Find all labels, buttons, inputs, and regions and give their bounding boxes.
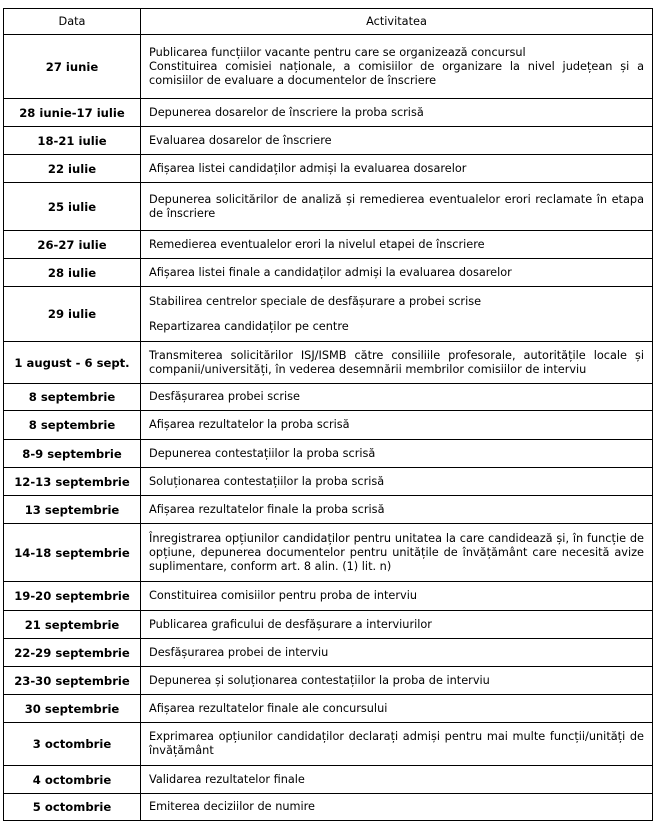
date-cell: 3 octombrie	[4, 723, 141, 766]
schedule-table	[3, 8, 653, 821]
date-cell: 25 iulie	[4, 183, 141, 231]
activity-text: Emiterea deciziilor de numire	[149, 800, 316, 813]
activity-cell	[141, 127, 653, 155]
table-row	[4, 582, 653, 611]
date-cell: 28 iunie-17 iulie	[4, 99, 141, 127]
date-cell: 1 august - 6 sept.	[4, 342, 141, 384]
date-cell: 22 iulie	[4, 155, 141, 183]
date-cell: 13 septembrie	[4, 496, 141, 524]
activity-column-header: Activitatea	[141, 9, 653, 35]
activity-text: Soluționarea contestațiilor la proba scrisă	[149, 474, 385, 488]
activity-cell	[141, 35, 653, 99]
date-cell: 8 septembrie	[4, 384, 141, 411]
activity-cell	[141, 794, 653, 821]
activity-cell	[141, 155, 653, 183]
date-cell: 28 iulie	[4, 259, 141, 287]
table-row	[4, 35, 653, 99]
activity-cell	[141, 639, 653, 667]
activity-text: Desfășurarea probei scrise	[149, 390, 300, 403]
activity-text: Constituirea comisiei naționale, a comisiilor de organizare la nivel județean și a comisiilor de evaluare a documentelor de înscriere	[149, 59, 644, 87]
activity-cell	[141, 611, 653, 639]
activity-cell	[141, 695, 653, 723]
activity-text: Transmiterea solicitărilor ISJ/ISMB către consiliile profesorale, autoritățile locale și companii/universități, în vederea desemnării membrilor comisiilor de interviu	[149, 348, 644, 376]
activity-cell	[141, 524, 653, 582]
activity-text: Publicarea funcțiilor vacante pentru care se organizează concursul	[149, 45, 526, 59]
activity-cell	[141, 384, 653, 411]
date-cell: 21 septembrie	[4, 611, 141, 639]
activity-cell	[141, 468, 653, 496]
table-row	[4, 127, 653, 155]
activity-text: Stabilirea centrelor speciale de desfășurare a probei scrise	[149, 294, 482, 308]
date-cell: 14-18 septembrie	[4, 524, 141, 582]
table-row	[4, 639, 653, 667]
table-row	[4, 794, 653, 821]
activity-text: Afișarea listei finale a candidaților admiși la evaluarea dosarelor	[149, 265, 512, 279]
activity-cell	[141, 183, 653, 231]
activity-text: Depunerea contestațiilor la proba scrisă	[149, 446, 376, 460]
activity-text: Exprimarea opțiunilor candidaților declarați admiși pentru mai multe funcții/unități de învățământ	[149, 730, 644, 757]
table-row	[4, 411, 653, 440]
activity-cell	[141, 259, 653, 287]
table-row	[4, 384, 653, 411]
activity-text: Constituirea comisiilor pentru proba de interviu	[149, 589, 418, 602]
table-row	[4, 342, 653, 384]
activity-text: Evaluarea dosarelor de înscriere	[149, 133, 332, 147]
date-cell: 23-30 septembrie	[4, 667, 141, 695]
activity-text: Depunerea solicitărilor de analiză și remedierea eventualelor erori reclamate în etapa de înscriere	[149, 192, 644, 220]
date-cell: 26-27 iulie	[4, 231, 141, 259]
activity-text: Publicarea graficului de desfășurare a interviurilor	[149, 617, 432, 631]
table-row	[4, 667, 653, 695]
activity-text: Afișarea listei candidaților admiși la evaluarea dosarelor	[149, 161, 467, 175]
date-cell: 29 iulie	[4, 287, 141, 342]
table-row	[4, 695, 653, 723]
activity-text: Afișarea rezultatelor finale ale concursului	[149, 701, 388, 715]
activity-text: Afișarea rezultatelor la proba scrisă	[149, 418, 350, 431]
date-cell: 30 septembrie	[4, 695, 141, 723]
activity-cell	[141, 99, 653, 127]
table-row	[4, 99, 653, 127]
table-row	[4, 496, 653, 524]
activity-text: Desfășurarea probei de interviu	[149, 645, 329, 659]
activity-text: Remedierea eventualelor erori la nivelul etapei de înscriere	[149, 237, 485, 251]
date-cell: 4 octombrie	[4, 766, 141, 794]
date-cell: 18-21 iulie	[4, 127, 141, 155]
table-row	[4, 723, 653, 766]
table-row	[4, 611, 653, 639]
date-cell: 5 octombrie	[4, 794, 141, 821]
activity-cell	[141, 766, 653, 794]
activity-cell	[141, 342, 653, 384]
activity-text: Depunerea dosarelor de înscriere la proba scrisă	[149, 105, 424, 119]
date-cell: 22-29 septembrie	[4, 639, 141, 667]
activity-cell	[141, 231, 653, 259]
activity-text: Validarea rezultatelor finale	[149, 772, 305, 786]
table-row	[4, 183, 653, 231]
table-row	[4, 524, 653, 582]
table-header-row	[4, 9, 653, 35]
date-column-header: Data	[4, 9, 141, 35]
activity-text: Repartizarea candidaților pe centre	[149, 319, 349, 333]
date-cell: 19-20 septembrie	[4, 582, 141, 611]
table-row	[4, 259, 653, 287]
activity-cell	[141, 411, 653, 440]
activity-text: Înregistrarea opțiunilor candidaților pentru unitatea la care candidează și, în funcție de opțiune, depunerea documentelor pentru unitățile de învățământ care necesită avize suplimentare, conform art. 8 alin. (1) lit. n)	[149, 531, 644, 573]
activity-text: Depunerea și soluționarea contestațiilor la proba de interviu	[149, 673, 490, 687]
date-cell: 12-13 septembrie	[4, 468, 141, 496]
activity-text: Afișarea rezultatelor finale la proba scrisă	[149, 502, 385, 516]
activity-cell	[141, 287, 653, 342]
table-row	[4, 468, 653, 496]
table-body	[4, 35, 653, 821]
activity-cell	[141, 582, 653, 611]
date-cell: 8-9 septembrie	[4, 440, 141, 468]
table-row	[4, 287, 653, 342]
date-cell: 8 septembrie	[4, 411, 141, 440]
date-cell: 27 iunie	[4, 35, 141, 99]
activity-cell	[141, 667, 653, 695]
table-row	[4, 766, 653, 794]
table-row	[4, 155, 653, 183]
activity-cell	[141, 440, 653, 468]
activity-cell	[141, 496, 653, 524]
activity-cell	[141, 723, 653, 766]
table-row	[4, 231, 653, 259]
table-row	[4, 440, 653, 468]
